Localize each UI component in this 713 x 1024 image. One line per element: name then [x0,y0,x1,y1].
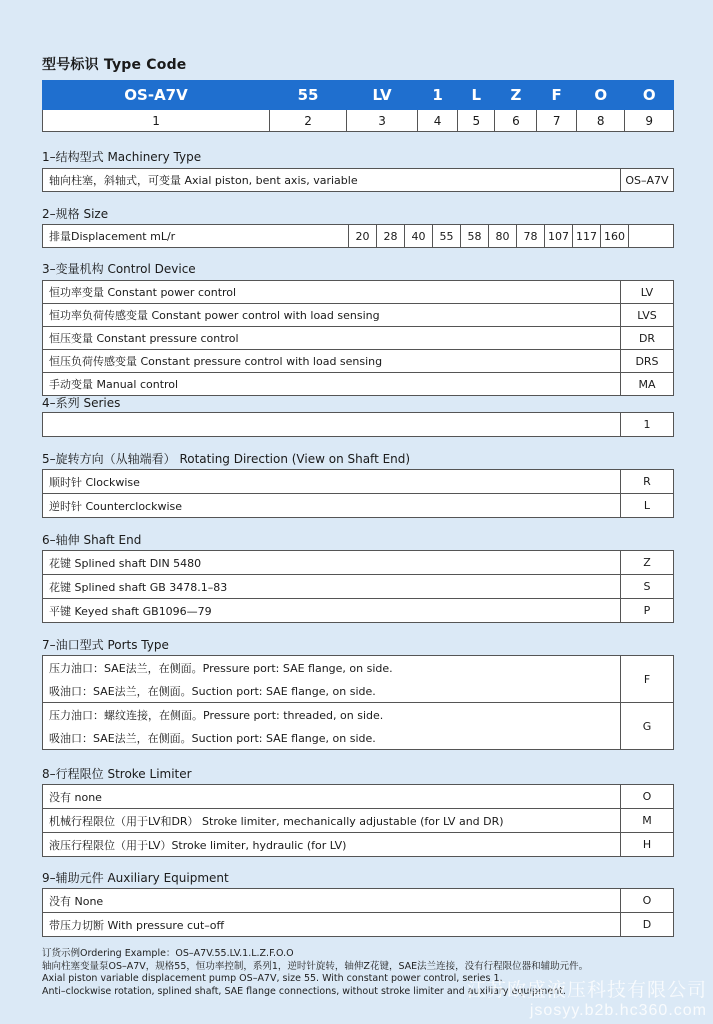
type-code-table [42,80,674,132]
size-value: 78 [517,225,545,248]
row-code: R [621,470,674,494]
row-code: P [621,599,674,623]
row-code: O [621,889,674,913]
table-row [43,304,674,327]
ordering-example-cn: 轴向柱塞变量泵OS–A7V，规格55，恒功率控制，系列1，逆时针旋转，轴伸Z花键，SAE法兰连接，没有行程限位器和辅助元件。 [42,960,589,972]
table-row [43,225,674,248]
row-code: DR [621,327,674,350]
row-description: 平键 Keyed shaft GB1096—79 [43,599,621,623]
type-number-cell: 9 [625,110,674,132]
section-heading-stroke-limiter: 8–行程限位 Stroke Limiter [42,767,192,781]
type-code-cell: OS-A7V [43,81,270,110]
size-label: 排量Displacement mL/r [43,225,349,248]
rotating-direction-table [42,469,674,518]
size-value: 28 [377,225,405,248]
section-heading-shaft-end: 6–轴伸 Shaft End [42,533,142,547]
type-code-cell: O [576,81,625,110]
row-code: MA [621,373,674,396]
row-description: 吸油口：SAE法兰，在侧面。Suction port: SAE flange, on side. [43,679,621,703]
watermark-company: 江苏欧盛液压科技有限公司 [466,979,707,1001]
table-row [43,575,674,599]
ordering-example-en: Axial piston variable displacement pump OS–A7V, size 55. With constant power control, series 1. [42,973,503,984]
table-row [43,656,674,680]
type-number-cell: 3 [347,110,418,132]
row-description [43,413,621,437]
table-row [43,809,674,833]
shaft-end-table [42,550,674,623]
table-row [43,551,674,575]
auxiliary-equipment-table [42,888,674,937]
row-description: 顺时针 Clockwise [43,470,621,494]
size-value: 80 [489,225,517,248]
machinery-type-table [42,168,674,192]
row-description: 轴向柱塞，斜轴式，可变量 Axial piston, bent axis, variable [43,169,621,192]
page-title: 型号标识 Type Code [42,57,187,73]
row-code: G [621,703,674,750]
row-code: L [621,494,674,518]
row-description: 没有 none [43,785,621,809]
size-value: 55 [433,225,461,248]
type-code-cell: F [537,81,577,110]
table-row [43,703,674,727]
section-heading-rotating-direction: 5–旋转方向（从轴端看） Rotating Direction (View on Shaft End) [42,452,411,466]
type-number-cell: 2 [270,110,347,132]
row-description: 液压行程限位（用于LV）Stroke limiter, hydraulic (for LV) [43,833,621,857]
section-heading-size: 2–规格 Size [42,207,109,221]
size-value: 107 [545,225,573,248]
type-code-cell: L [458,81,495,110]
table-row [43,785,674,809]
row-code: Z [621,551,674,575]
table-row [43,913,674,937]
size-value: 58 [461,225,489,248]
size-value-empty [629,225,674,248]
stroke-limiter-table [42,784,674,857]
row-code: OS–A7V [621,169,674,192]
table-row [43,169,674,192]
type-code-cell: 55 [270,81,347,110]
row-description: 恒压负荷传感变量 Constant pressure control with load sensing [43,350,621,373]
row-code: F [621,656,674,703]
series-table [42,412,674,437]
size-value: 40 [405,225,433,248]
row-description: 恒压变量 Constant pressure control [43,327,621,350]
row-description: 手动变量 Manual control [43,373,621,396]
size-table [42,224,674,248]
section-heading-series: 4–系列 Series [42,396,121,410]
section-heading-auxiliary-equipment: 9–辅助元件 Auxiliary Equipment [42,871,229,885]
row-description: 吸油口：SAE法兰，在侧面。Suction port: SAE flange, on side. [43,726,621,750]
type-number-cell: 8 [576,110,625,132]
row-description: 没有 None [43,889,621,913]
row-code: LV [621,281,674,304]
table-row [43,281,674,304]
table-row [43,889,674,913]
type-code-row [43,81,674,110]
table-row [43,494,674,518]
row-code: H [621,833,674,857]
type-number-cell: 4 [417,110,457,132]
section-heading-machinery-type: 1–结构型式 Machinery Type [42,150,202,164]
type-code-cell: O [625,81,674,110]
row-code: LVS [621,304,674,327]
control-device-table [42,280,674,396]
ordering-example-notes [42,948,588,998]
section-heading-ports-type: 7–油口型式 Ports Type [42,638,169,652]
table-row [43,350,674,373]
row-description: 花键 Splined shaft GB 3478.1–83 [43,575,621,599]
section-heading-control-device: 3–变量机构 Control Device [42,262,196,276]
ports-type-table [42,655,674,750]
ordering-example-line: 订货示例Ordering Example：OS–A7V.55.LV.1.L.Z.F.O.O [42,948,294,959]
table-row [43,679,674,703]
size-value: 20 [349,225,377,248]
type-code-cell: Z [495,81,537,110]
table-row [43,599,674,623]
table-row [43,373,674,396]
row-code: S [621,575,674,599]
watermark-site: jsosyy.b2b.hc360.com [529,1002,707,1019]
table-row [43,470,674,494]
type-number-cell: 1 [43,110,270,132]
type-code-cell: 1 [417,81,457,110]
table-row [43,833,674,857]
row-description: 带压力切断 With pressure cut–off [43,913,621,937]
row-description: 机械行程限位（用于LV和DR） Stroke limiter, mechanically adjustable (for LV and DR) [43,809,621,833]
row-description: 压力油口：螺纹连接，在侧面。Pressure port: threaded, on side. [43,703,621,727]
type-number-row [43,110,674,132]
table-row [43,726,674,750]
table-row [43,327,674,350]
row-description: 压力油口：SAE法兰，在侧面。Pressure port: SAE flange, on side. [43,656,621,680]
row-code: D [621,913,674,937]
row-description: 恒功率负荷传感变量 Constant power control with load sensing [43,304,621,327]
row-code: M [621,809,674,833]
row-description: 花键 Splined shaft DIN 5480 [43,551,621,575]
type-number-cell: 6 [495,110,537,132]
row-code: 1 [621,413,674,437]
row-code: DRS [621,350,674,373]
ordering-example-en-2: Anti–clockwise rotation, splined shaft, SAE flange connections, without stroke limiter and auxiliary equipment. [42,985,566,997]
type-number-cell: 5 [458,110,495,132]
type-number-cell: 7 [537,110,577,132]
row-description: 逆时针 Counterclockwise [43,494,621,518]
table-row [43,413,674,437]
size-value: 117 [573,225,601,248]
size-value: 160 [601,225,629,248]
row-description: 恒功率变量 Constant power control [43,281,621,304]
row-code: O [621,785,674,809]
type-code-cell: LV [347,81,418,110]
